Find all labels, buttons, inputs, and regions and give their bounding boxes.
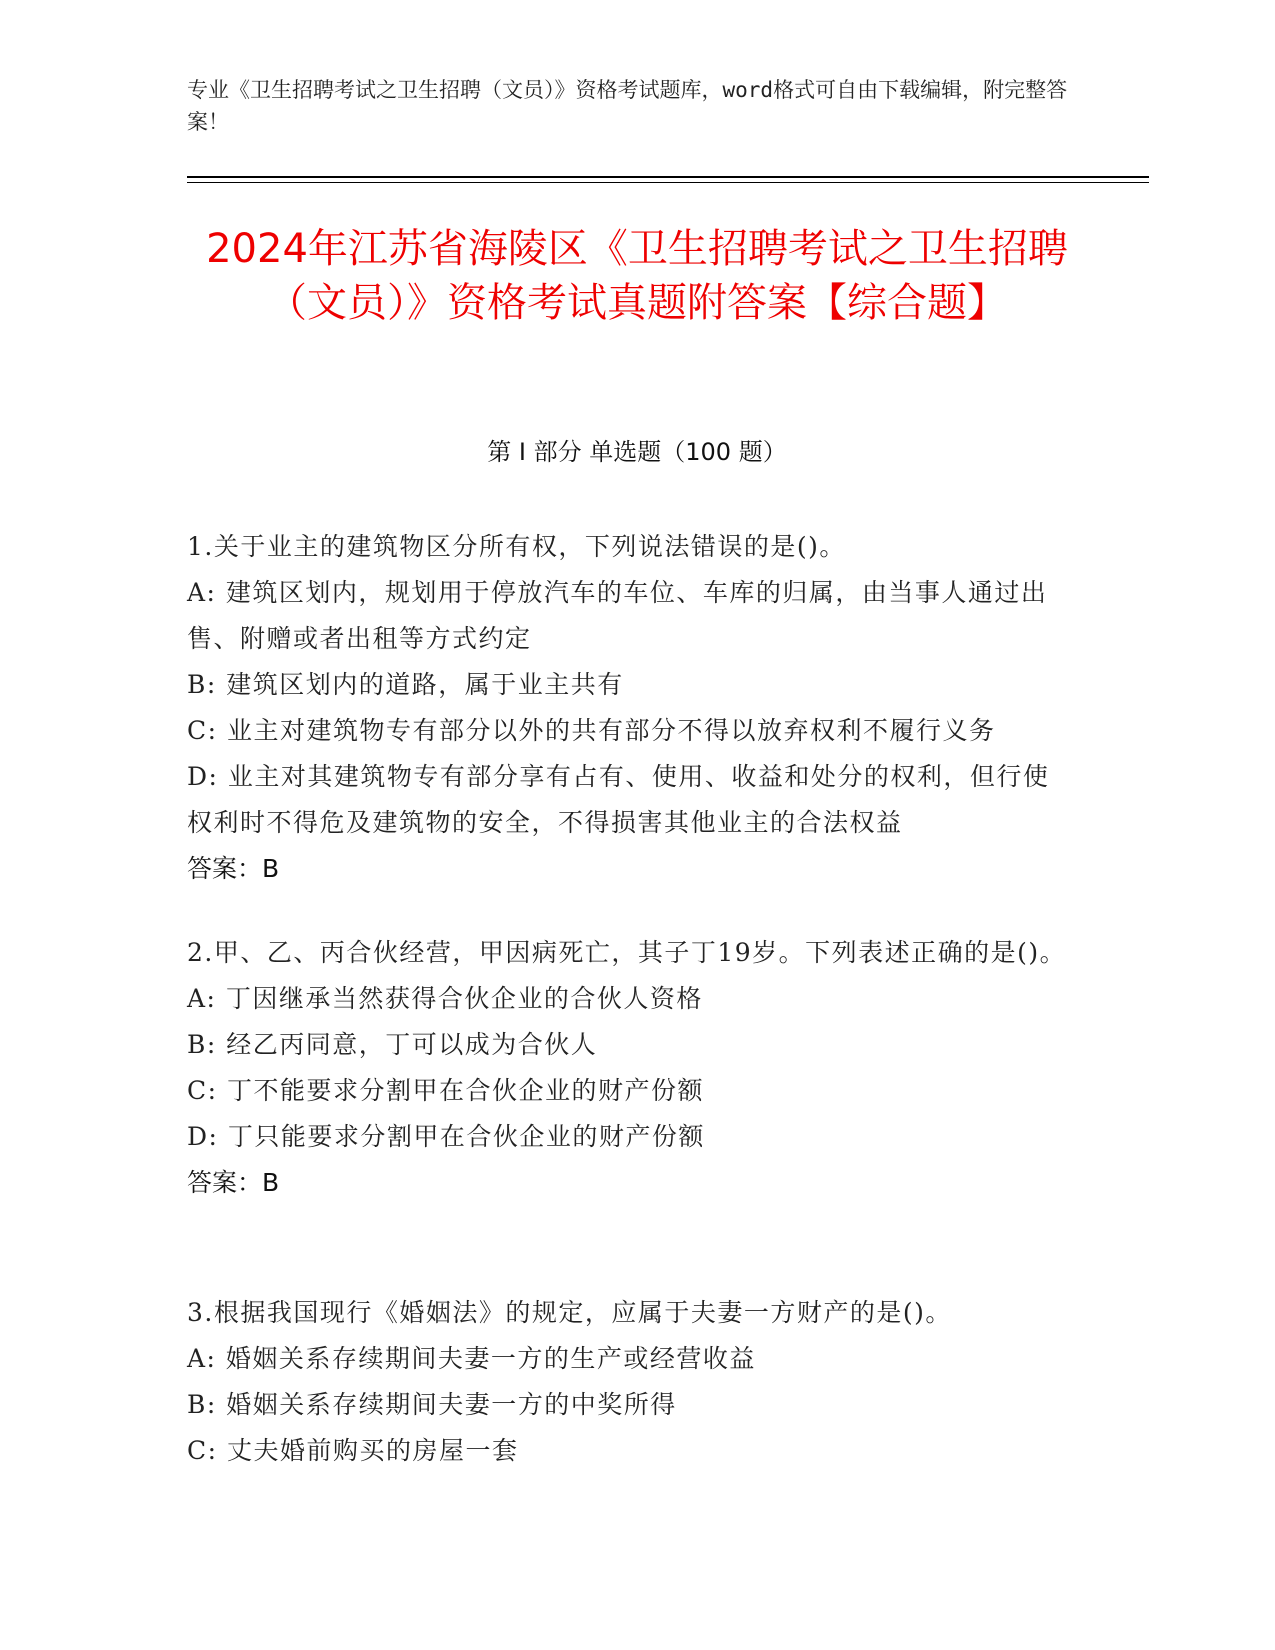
question-1 [187, 524, 1067, 892]
question-stem: 2.甲、乙、丙合伙经营，甲因病死亡，其子丁19岁。下列表述正确的是()。 [187, 938, 1067, 967]
option-c: C: 业主对建筑物专有部分以外的共有部分不得以放弃权利不履行义务 [187, 716, 996, 745]
header-divider-thin [187, 182, 1149, 183]
section-heading: 第 I 部分 单选题（100 题） [487, 438, 787, 466]
option-b: B: 经乙丙同意，丁可以成为合伙人 [187, 1030, 598, 1059]
option-a: A: 建筑区划内，规划用于停放汽车的车位、车库的归属，由当事人通过出售、附赠或者出租等方式约定 [187, 578, 1048, 653]
answer: 答案：B [187, 1168, 280, 1197]
question-2 [187, 930, 1067, 1206]
option-c: C: 丁不能要求分割甲在合伙企业的财产份额 [187, 1076, 704, 1105]
option-d: D: 丁只能要求分割甲在合伙企业的财产份额 [187, 1122, 705, 1151]
option-a: A: 婚姻关系存续期间夫妻一方的生产或经营收益 [187, 1344, 756, 1373]
answer: 答案：B [187, 854, 280, 883]
header-divider-thick [187, 176, 1149, 178]
option-a: A: 丁因继承当然获得合伙企业的合伙人资格 [187, 984, 703, 1013]
question-stem: 3.根据我国现行《婚姻法》的规定，应属于夫妻一方财产的是()。 [187, 1298, 952, 1327]
option-b: B: 婚姻关系存续期间夫妻一方的中奖所得 [187, 1390, 677, 1419]
header-note: 专业《卫生招聘考试之卫生招聘（文员）》资格考试题库，word格式可自由下载编辑，附完整答案！ [187, 78, 1068, 134]
document-title: 2024年江苏省海陵区《卫生招聘考试之卫生招聘（文员）》资格考试真题附答案【综合题】 [206, 226, 1068, 326]
option-c: C: 丈夫婚前购买的房屋一套 [187, 1436, 519, 1465]
question-3 [187, 1290, 1067, 1474]
option-b: B: 建筑区划内的道路，属于业主共有 [187, 670, 624, 699]
question-stem: 1.关于业主的建筑物区分所有权，下列说法错误的是()。 [187, 532, 846, 561]
option-d: D: 业主对其建筑物专有部分享有占有、使用、收益和处分的权利，但行使权利时不得危及建筑物的安全，不得损害其他业主的合法权益 [187, 762, 1050, 837]
